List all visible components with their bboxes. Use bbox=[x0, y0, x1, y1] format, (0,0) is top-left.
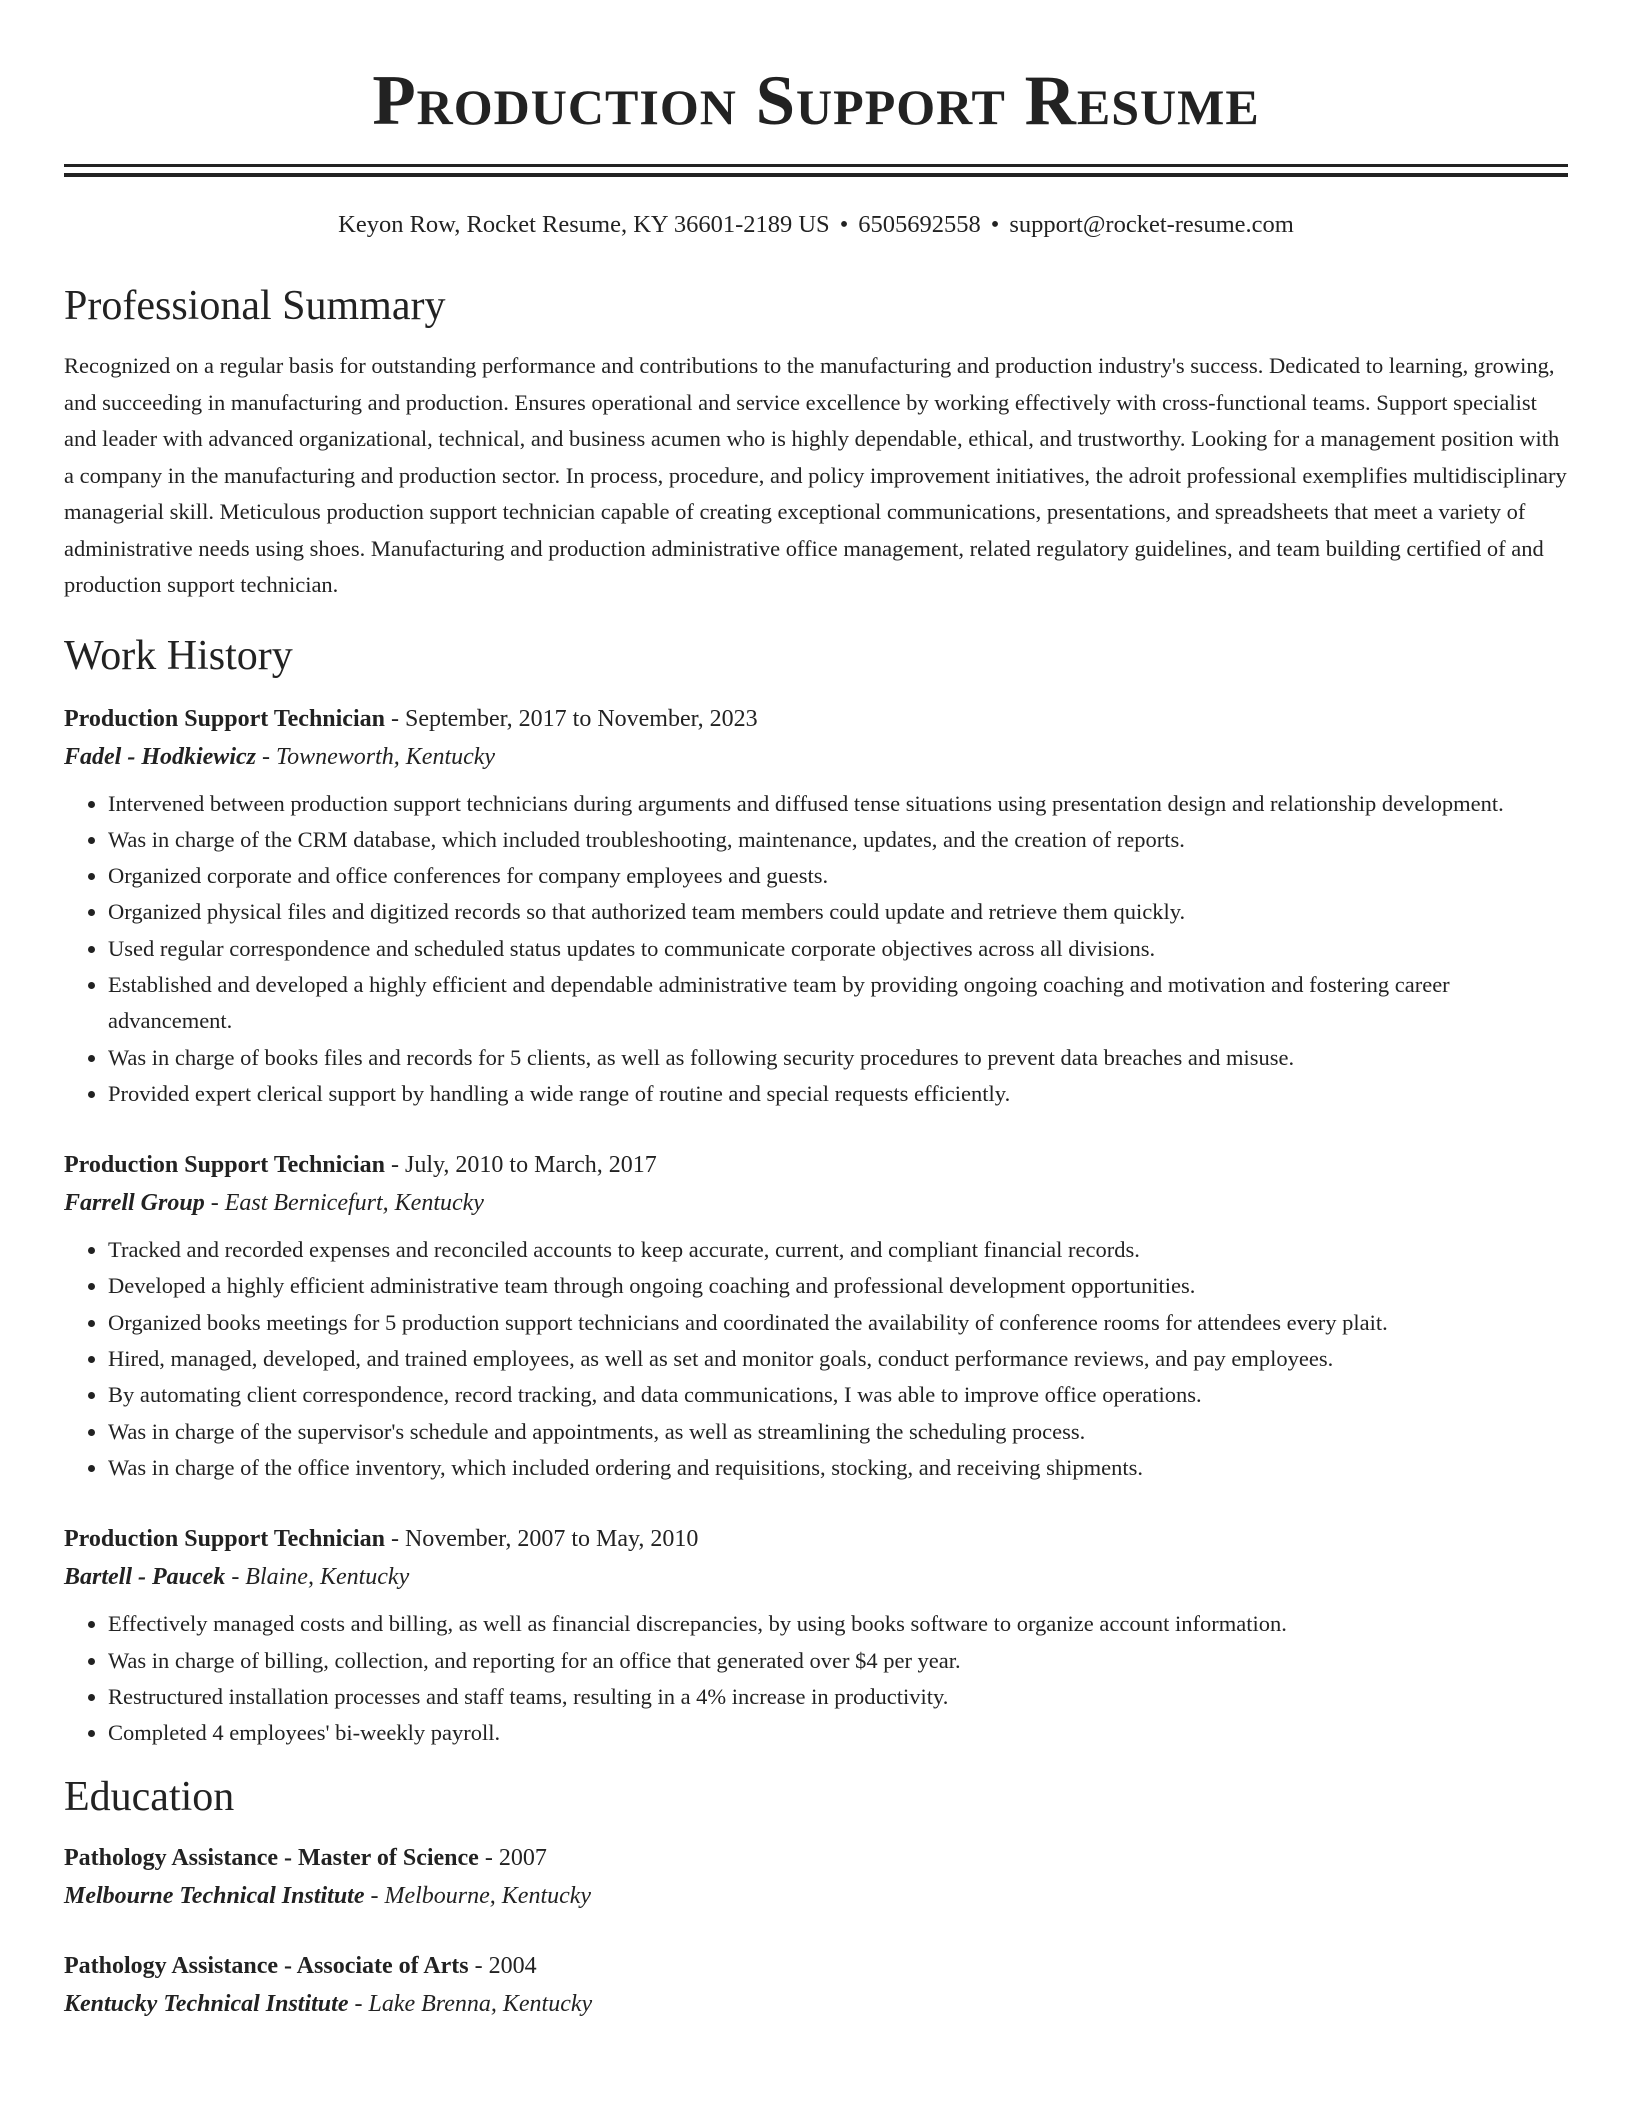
job-company-line bbox=[64, 738, 1568, 776]
education-year: - 2007 bbox=[478, 1845, 547, 1872]
job-duty: • Restructured installation processes and staff teams, resulting in a 4% increase in productivity. bbox=[108, 1679, 1568, 1715]
contact-email: support@rocket-resume.com bbox=[1009, 211, 1294, 238]
education-location: - Melbourne, Kentucky bbox=[364, 1883, 592, 1910]
job-duty: • Organized books meetings for 5 production support technicians and coordinated the availability of conference rooms for attendees every plait. bbox=[108, 1305, 1568, 1341]
job-company-line bbox=[64, 1184, 1568, 1222]
job-duty: • Was in charge of the CRM database, which included troubleshooting, maintenance, updates, and the creation of reports. bbox=[108, 822, 1568, 858]
job-location: - Blaine, Kentucky bbox=[225, 1564, 410, 1591]
education-degree: Pathology Assistance - Associate of Arts bbox=[64, 1953, 469, 1980]
job-title: Production Support Technician bbox=[64, 1152, 385, 1179]
title-divider-bottom bbox=[64, 173, 1568, 177]
education-school-line bbox=[64, 1877, 1568, 1915]
job-duty: • By automating client correspondence, record tracking, and data communications, I was able to improve office operations. bbox=[108, 1377, 1568, 1413]
summary-text: Recognized on a regular basis for outstanding performance and contributions to the manufacturing and production industry's success. Dedicated to learning, growing, and succeeding in manufacturing and production. Ensures operational and service excellence by working effectively with cross-functional teams. Support specialist and leader with advanced organizational, technical, and business acumen who is highly dependable, ethical, and trustworthy. Looking for a management position with a company in the manufacturing and production sector. In process, procedure, and policy improvement initiatives, the adroit professional exemplifies multidisciplinary managerial skill. Meticulous production support technician capable of creating exceptional communications, presentations, and spreadsheets that meet a variety of administrative needs using shoes. Manufacturing and production administrative office management, related regulatory guidelines, and team building certified of and production support technician. bbox=[64, 353, 1567, 597]
job-entry bbox=[64, 1146, 1568, 1486]
job-duties-list bbox=[64, 1232, 1568, 1486]
job-duty: • Effectively managed costs and billing, as well as financial discrepancies, by using books software to organize account information. bbox=[108, 1606, 1568, 1642]
job-title: Production Support Technician bbox=[64, 1526, 385, 1553]
education-school: Kentucky Technical Institute bbox=[64, 1991, 349, 2018]
job-duty: • Was in charge of the supervisor's schedule and appointments, as well as streamlining the scheduling process. bbox=[108, 1414, 1568, 1450]
contact-phone: 6505692558 bbox=[858, 211, 981, 238]
contact-separator: • bbox=[839, 211, 849, 238]
job-duty: • Intervened between production support technicians during arguments and diffused tense situations using presentation design and relationship development. bbox=[108, 786, 1568, 822]
job-dates: - July, 2010 to March, 2017 bbox=[384, 1152, 657, 1179]
job-title-line bbox=[64, 700, 1568, 738]
job-duty: • Tracked and recorded expenses and reconciled accounts to keep accurate, current, and compliant financial records. bbox=[108, 1232, 1568, 1268]
education-school: Melbourne Technical Institute bbox=[64, 1883, 365, 1910]
education-degree-line bbox=[64, 1839, 1568, 1877]
contact-address: Keyon Row, Rocket Resume, KY 36601-2189 US bbox=[338, 211, 830, 238]
education-degree: Pathology Assistance - Master of Science bbox=[64, 1845, 479, 1872]
job-location: - East Bernicefurt, Kentucky bbox=[204, 1190, 484, 1217]
job-duty: • Was in charge of the office inventory, which included ordering and requisitions, stocking, and receiving shipments. bbox=[108, 1450, 1568, 1486]
education-entry bbox=[64, 1947, 1568, 2023]
job-duty: • Organized physical files and digitized records so that authorized team members could update and retrieve them quickly. bbox=[108, 894, 1568, 930]
job-dates: - September, 2017 to November, 2023 bbox=[384, 705, 758, 732]
job-duty: • Was in charge of books files and records for 5 clients, as well as following security procedures to prevent data breaches and misuse. bbox=[108, 1040, 1568, 1076]
education-entry bbox=[64, 1839, 1568, 1915]
job-duty: • Established and developed a highly efficient and dependable administrative team by providing ongoing coaching and motivation and fostering career advancement. bbox=[108, 967, 1568, 1040]
job-title-line bbox=[64, 1146, 1568, 1184]
job-company: Fadel - Hodkiewicz bbox=[64, 743, 256, 770]
job-duties-list bbox=[64, 786, 1568, 1113]
education-year: - 2004 bbox=[468, 1953, 537, 1980]
work-history-heading: Work History bbox=[64, 632, 293, 679]
title-divider-top bbox=[64, 164, 1568, 167]
job-duty: • Organized corporate and office conferences for company employees and guests. bbox=[108, 858, 1568, 894]
job-title-line bbox=[64, 1520, 1568, 1558]
job-entry bbox=[64, 1520, 1568, 1751]
job-duty: • Was in charge of billing, collection, and reporting for an office that generated over $4 per year. bbox=[108, 1643, 1568, 1679]
education-school-line bbox=[64, 1985, 1568, 2023]
summary-heading: Professional Summary bbox=[64, 283, 446, 329]
education-location: - Lake Brenna, Kentucky bbox=[348, 1991, 593, 2018]
job-duty: • Used regular correspondence and scheduled status updates to communicate corporate objectives across all divisions. bbox=[108, 931, 1568, 967]
job-duties-list bbox=[64, 1606, 1568, 1751]
job-entry bbox=[64, 700, 1568, 1113]
resume-title: Production Support Resume bbox=[372, 62, 1260, 140]
job-duty: • Completed 4 employees' bi-weekly payroll. bbox=[108, 1715, 1568, 1751]
job-location: - Towneworth, Kentucky bbox=[255, 743, 496, 770]
job-dates: - November, 2007 to May, 2010 bbox=[384, 1526, 699, 1553]
job-duty: • Provided expert clerical support by handling a wide range of routine and special requests efficiently. bbox=[108, 1076, 1568, 1112]
job-duty: • Hired, managed, developed, and trained employees, as well as set and monitor goals, conduct performance reviews, and pay employees. bbox=[108, 1341, 1568, 1377]
job-company: Farrell Group bbox=[64, 1190, 205, 1217]
job-duty: • Developed a highly efficient administrative team through ongoing coaching and professional development opportunities. bbox=[108, 1268, 1568, 1304]
job-company: Bartell - Paucek bbox=[64, 1564, 226, 1591]
education-heading: Education bbox=[64, 1774, 235, 1821]
contact-line bbox=[64, 210, 1568, 240]
contact-separator: • bbox=[990, 211, 1000, 238]
education-degree-line bbox=[64, 1947, 1568, 1985]
job-title: Production Support Technician bbox=[64, 705, 385, 732]
job-company-line bbox=[64, 1558, 1568, 1596]
